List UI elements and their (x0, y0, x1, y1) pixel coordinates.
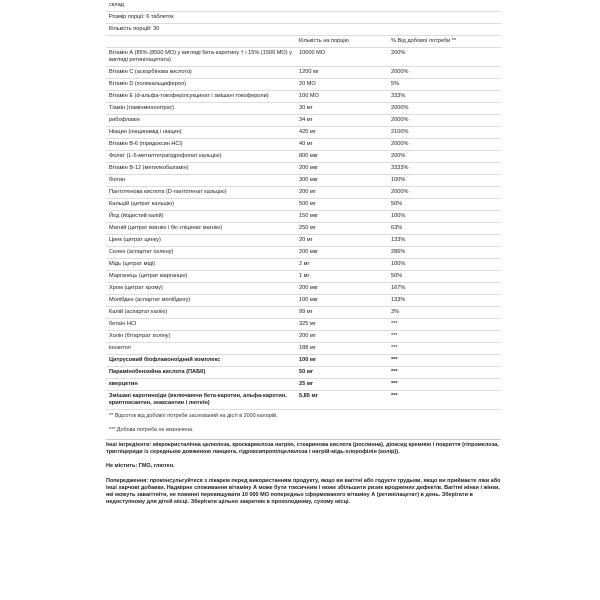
nutrient-amount: 200 мкг (296, 247, 388, 259)
nutrient-name: Вітамін B-6 (піридоксин HCl) (106, 139, 296, 151)
nutrient-amount: 500 мг (296, 199, 388, 211)
nutrient-name: Вітамін А (85% (8500 МО) у вигляді бета-каротину † і 15% (1500 МО) у вигляді ретинілацетата) (106, 48, 296, 67)
nutrient-amount: 200 мг (296, 187, 388, 199)
table-row (106, 223, 501, 235)
nutrient-amount: 100 мкг (296, 295, 388, 307)
supplement-facts-table (106, 0, 501, 410)
nutrient-daily-value: 286% (388, 247, 501, 259)
nutrient-daily-value: 63% (388, 223, 501, 235)
nutrient-amount: 25 мг (296, 379, 388, 391)
nutrient-amount: 200 мкг (296, 283, 388, 295)
nutrient-daily-value: 2000% (388, 187, 501, 199)
nutrient-daily-value: 167% (388, 283, 501, 295)
nutrient-daily-value: 200% (388, 48, 501, 67)
nutrient-amount: 800 мкг (296, 151, 388, 163)
nutrient-name: Марганець (цитрат марганцю) (106, 271, 296, 283)
table-header-row (106, 36, 501, 48)
nutrient-daily-value: 133% (388, 295, 501, 307)
nutrient-daily-value: 100% (388, 259, 501, 271)
nutrient-daily-value: *** (388, 355, 501, 367)
other-ingredients: Інші інгредієнти: мікрокристалічна целюлоза, кроскармелоза натрію, стеаринова кислота (рослинна), діоксид кремнію і покриття (гіпромелоза, тригліцериди із середньою довжиною ланцюга, гідроксипропілцелюлоза і натрій-мідь-хлорофілін (колір)). (106, 442, 499, 456)
header-daily-value: % Від добової потреби ** (388, 36, 501, 48)
nutrient-name: бетаїн HCl (106, 319, 296, 331)
table-row (106, 259, 501, 271)
section-divider (106, 439, 501, 440)
footnote-not-established: *** Добова потреба не визначена. (109, 427, 194, 433)
nutrient-name: Цитрусовий біофлавоноїдний комплекс (106, 355, 296, 367)
nutrient-amount: 200 мкг (296, 163, 388, 175)
serving-size-row (106, 12, 501, 24)
nutrient-amount: 50 мг (296, 367, 388, 379)
table-row (106, 211, 501, 223)
nutrient-name: кверцетин (106, 379, 296, 391)
servings-row (106, 24, 501, 36)
nutrient-name: інозитол (106, 343, 296, 355)
footnotes (106, 410, 501, 437)
nutrient-amount: 150 мкг (296, 211, 388, 223)
servings-count: Кількість порцій: 30 (106, 24, 501, 36)
nutrient-daily-value: 2100% (388, 127, 501, 139)
nutrient-amount: 34 мг (296, 115, 388, 127)
nutrient-amount: 10000 МО (296, 48, 388, 67)
nutrient-amount: 2 мг (296, 259, 388, 271)
nutrient-name: Вітамін D (холекальциферол) (106, 79, 296, 91)
nutrient-amount: 5,85 мг (296, 391, 388, 410)
nutrient-name: Пантотенова кислота (D-пантотенат кальцію) (106, 187, 296, 199)
nutrient-amount: 20 МО (296, 79, 388, 91)
nutrient-daily-value: *** (388, 319, 501, 331)
table-row (106, 391, 501, 410)
nutrient-name: Хром (цитрат хрому) (106, 283, 296, 295)
nutrient-daily-value: *** (388, 331, 501, 343)
table-row (106, 271, 501, 283)
nutrient-amount: 1200 мг (296, 67, 388, 79)
nutrient-name: Мідь (цитрат міді) (106, 259, 296, 271)
table-row (106, 331, 501, 343)
nutrient-name: Селен (аспартат селену) (106, 247, 296, 259)
nutrient-name: Кальцій (цитрат кальцію) (106, 199, 296, 211)
table-row (106, 343, 501, 355)
nutrient-name: Вітамін С (аскорбінова кислота) (106, 67, 296, 79)
footnote-daily-value: ** Відсоток від добової потреби заснований на дієті в 2000 калорій. (109, 413, 278, 419)
table-row (106, 247, 501, 259)
nutrient-name: біотин (106, 175, 296, 187)
nutrient-amount: 20 мг (296, 235, 388, 247)
table-row (106, 91, 501, 103)
nutrient-amount: 40 мг (296, 139, 388, 151)
table-row (106, 319, 501, 331)
table-row (106, 379, 501, 391)
table-row (106, 79, 501, 91)
table-row (106, 283, 501, 295)
table-row (106, 199, 501, 211)
table-row (106, 139, 501, 151)
nutrient-daily-value: 200% (388, 151, 501, 163)
nutrient-daily-value: 333% (388, 91, 501, 103)
table-row (106, 175, 501, 187)
table-row (106, 151, 501, 163)
nutrient-name: Ніацин (ніацинамід і ніацин) (106, 127, 296, 139)
nutrient-amount: 250 мг (296, 223, 388, 235)
table-row (106, 67, 501, 79)
nutrient-name: рибофлавін (106, 115, 296, 127)
nutrient-name: Йод (йодистий калій) (106, 211, 296, 223)
nutrient-daily-value: 2000% (388, 67, 501, 79)
nutrient-daily-value: 3333% (388, 163, 501, 175)
nutrient-name: Змішані каротиноїди (включаючи бета-каротин, альфа-каротин, криптоксантин, зеаксантин і лютеїн) (106, 391, 296, 410)
product-info (106, 442, 501, 506)
nutrient-daily-value: *** (388, 379, 501, 391)
serving-size: Розмір порції: 6 таблеток (106, 12, 501, 24)
nutrient-name: Парамінобензойна кислота (ПАБК) (106, 367, 296, 379)
table-row (106, 187, 501, 199)
header-blank (106, 36, 296, 48)
nutrient-daily-value: 133% (388, 235, 501, 247)
table-row (106, 367, 501, 379)
nutrient-name: Молібден (аспартат молібдену) (106, 295, 296, 307)
serving-label: склад (106, 0, 501, 12)
nutrient-name: Вітамін B-12 (метилкобаламін) (106, 163, 296, 175)
nutrient-name: Холін (бітартрат холіну) (106, 331, 296, 343)
nutrient-amount: 325 мг (296, 319, 388, 331)
warning-text: Попередження: проконсультуйтеся з лікарем перед використанням продукту, якщо ви вагітні або годуєте грудьми, якщо ви приймаєте ліки або інші харчові добавки. Надмірне споживання вітаміну А може бути токсичним і може збільшити ризик вроджених дефектів. Вагітні жінки і жінки, які можуть завагітніти, не повинні перевищувати 10 000 МО попередньо сформованого вітаміну А (ретинілацетат) в день. Зберігати в недоступному для дітей місці. Зберігати щільно закритим в прохолодному, сухому місці. (106, 477, 501, 506)
nutrient-amount: 100 мг (296, 355, 388, 367)
nutrient-amount: 100 МО (296, 91, 388, 103)
nutrient-name: Вітамін Е (d-альфа-токоферілсукцинат і змішані токофероли) (106, 91, 296, 103)
table-row (106, 295, 501, 307)
nutrient-amount: 188 мг (296, 343, 388, 355)
table-row (106, 307, 501, 319)
nutrient-daily-value: 50% (388, 271, 501, 283)
table-row (106, 115, 501, 127)
nutrient-amount: 99 мг (296, 307, 388, 319)
nutrient-daily-value: 50% (388, 199, 501, 211)
nutrient-daily-value: *** (388, 343, 501, 355)
nutrient-amount: 1 мг (296, 271, 388, 283)
nutrient-amount: 30 мг (296, 103, 388, 115)
nutrient-name: Цинк (цитрат цинку) (106, 235, 296, 247)
nutrient-daily-value: 5% (388, 79, 501, 91)
table-row (106, 48, 501, 67)
header-amount: Кількість на порцію (296, 36, 388, 48)
nutrient-amount: 300 мкг (296, 175, 388, 187)
nutrient-name: Калій (аспартат калію) (106, 307, 296, 319)
table-row (106, 103, 501, 115)
nutrient-amount: 200 мг (296, 331, 388, 343)
nutrient-daily-value: 100% (388, 211, 501, 223)
table-row (106, 235, 501, 247)
free-from: Не містить: ГМО, глютен. (106, 463, 175, 470)
nutrient-daily-value: *** (388, 367, 501, 379)
table-row (106, 127, 501, 139)
table-row (106, 163, 501, 175)
nutrient-name: Тіамін (тіамінмононітрат) (106, 103, 296, 115)
nutrient-amount: 420 мг (296, 127, 388, 139)
nutrient-daily-value: 2000% (388, 115, 501, 127)
nutrient-daily-value: 3% (388, 307, 501, 319)
nutrient-daily-value: 2000% (388, 139, 501, 151)
nutrient-name: Фолат (L-5-метилтетрагідрофолат кальцію) (106, 151, 296, 163)
serving-label-row (106, 0, 501, 12)
nutrient-daily-value: 100% (388, 175, 501, 187)
nutrient-daily-value: 2000% (388, 103, 501, 115)
table-row (106, 355, 501, 367)
nutrient-daily-value: *** (388, 391, 501, 410)
nutrient-name: Магній (цитрат магнію і біс-гліцинат магнію) (106, 223, 296, 235)
